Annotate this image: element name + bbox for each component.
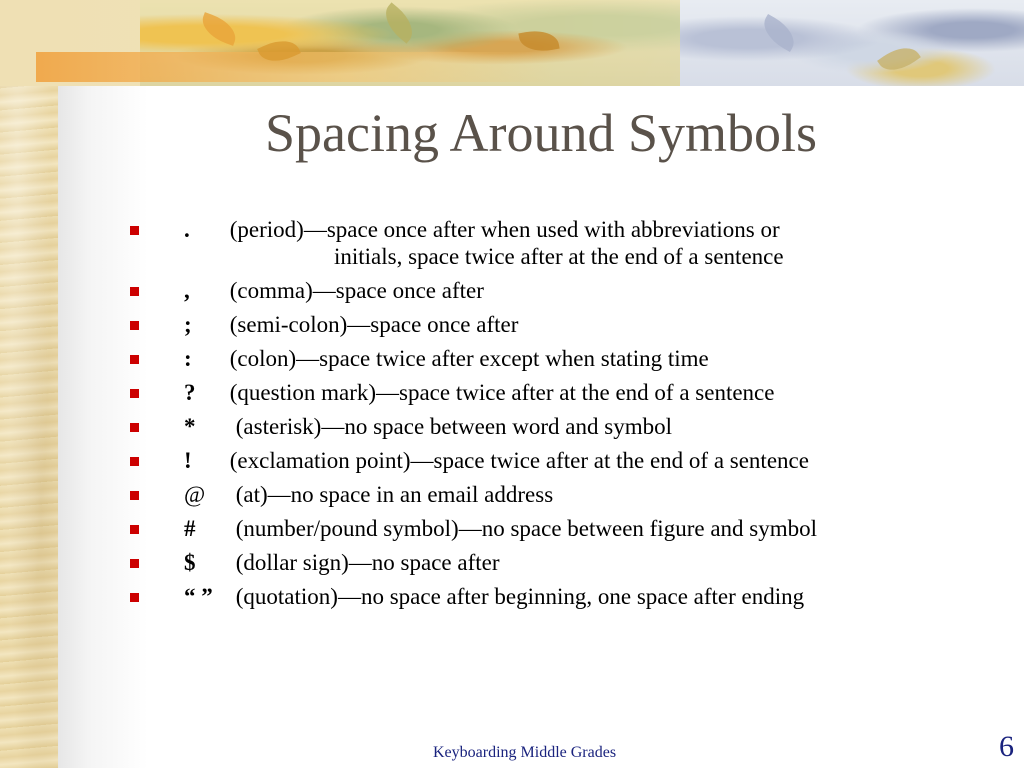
bullet-square-icon [130,559,139,568]
list-item [128,277,1008,304]
item-description-continued: initials, space twice after at the end of a sentence [334,244,784,269]
list-item [128,447,1008,474]
footer-text: Keyboarding Middle Grades [433,744,617,761]
item-description: (semi-colon)—space once after [229,312,519,337]
bullet-square-icon [130,355,139,364]
item-description: (period)—space once after when used with abbreviations or [229,217,780,242]
symbol-glyph: @ [184,482,206,507]
bullet-list [128,216,1008,617]
list-item [128,379,1008,406]
item-description: (asterisk)—no space between word and symbol [235,414,672,439]
blue-collage-image [680,0,1024,86]
orange-accent-bar [36,52,556,82]
item-description: (exclamation point)—space twice after at the end of a sentence [229,448,809,473]
list-item [128,345,1008,372]
symbol-glyph: , [184,278,190,303]
symbol-glyph: * [184,414,196,439]
bullet-square-icon [130,525,139,534]
bullet-square-icon [130,457,139,466]
symbol-glyph: # [184,516,196,541]
symbol-glyph: ? [184,380,196,405]
bullet-square-icon [130,287,139,296]
bullet-square-icon [130,321,139,330]
item-description: (number/pound symbol)—no space between figure and symbol [235,516,818,541]
list-item [128,481,1008,508]
list-item [128,413,1008,440]
decorative-banner [0,0,1024,86]
slide-number: 6 [999,730,1014,763]
item-description: (at)—no space in an email address [235,482,554,507]
list-item [128,583,1008,610]
item-description: (question mark)—space twice after at the end of a sentence [229,380,775,405]
bullet-square-icon [130,226,139,235]
parchment-border [0,0,59,768]
item-description: (dollar sign)—no space after [235,550,500,575]
symbol-glyph: : [184,346,192,371]
bullet-square-icon [130,423,139,432]
slide-title: Spacing Around Symbols [264,103,818,163]
symbol-glyph: $ [184,550,196,575]
symbol-glyph: ! [184,448,192,473]
bullet-square-icon [130,491,139,500]
bullet-square-icon [130,593,139,602]
item-description: (colon)—space twice after except when stating time [229,346,709,371]
symbol-glyph: ; [184,312,192,337]
item-description: (quotation)—no space after beginning, one space after ending [235,584,805,609]
list-item [128,515,1008,542]
list-item [128,549,1008,576]
symbol-glyph: . [184,217,190,242]
item-description: (comma)—space once after [229,278,484,303]
bullet-square-icon [130,389,139,398]
symbol-glyph: “ ” [184,584,213,609]
list-item [128,311,1008,338]
list-item [128,216,1008,270]
